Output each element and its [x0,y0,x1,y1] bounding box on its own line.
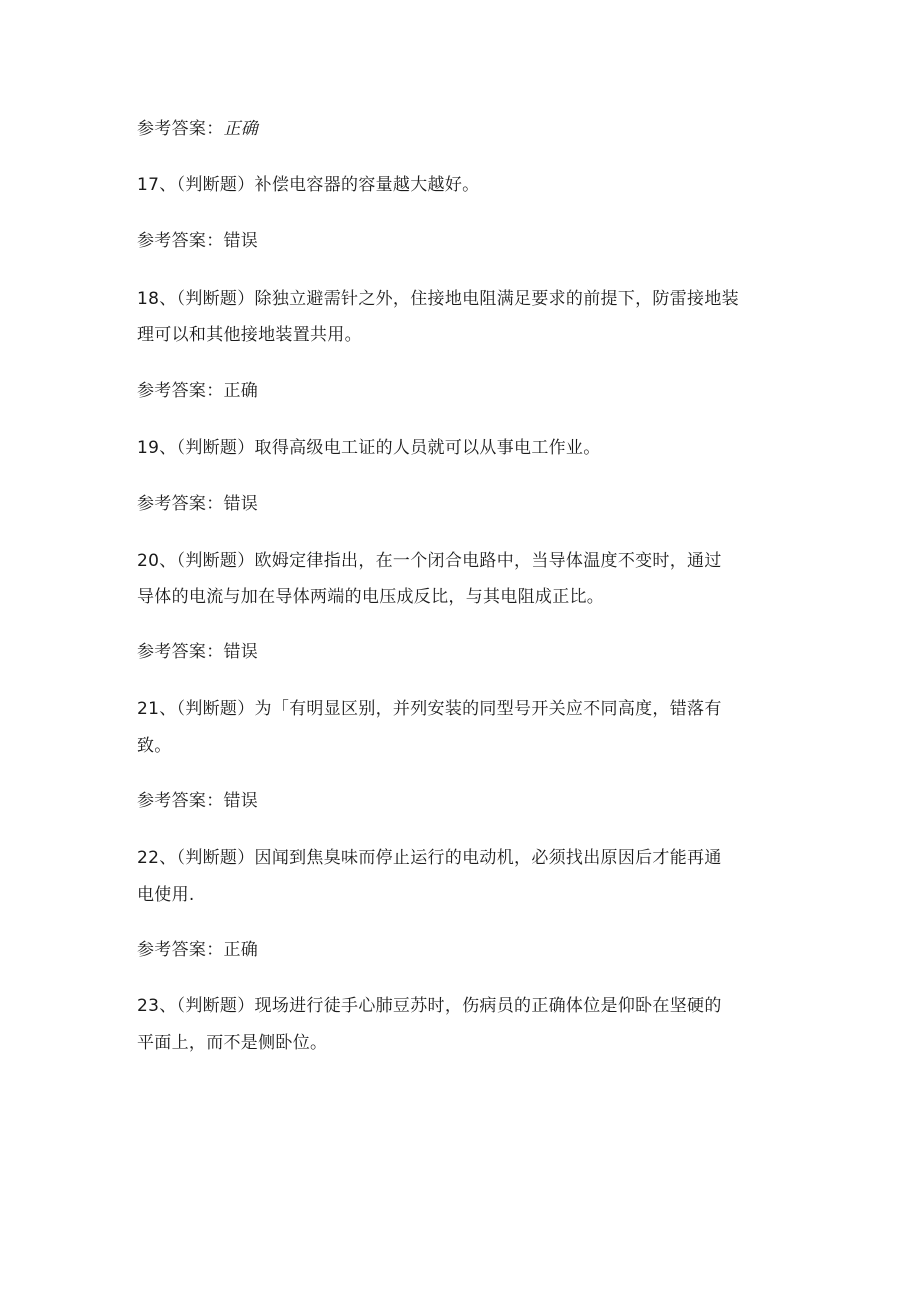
answer-line [137,372,797,410]
question-22-line1: 22、（判断题）因闻到焦臭味而停止运行的电动机，必须找出原因后才能再通 [137,848,722,868]
answer-line [137,485,797,523]
question-21-line1: 21、（判断题）为「有明显区别，并列安装的同型号开关应不同高度，错落有 [137,699,722,719]
answer-value: 错误 [223,791,259,811]
question-22-line2: 电使用. [137,885,195,905]
answer-line [137,931,797,969]
answer-label: 参考答案： [137,119,224,139]
answer-value: 正确 [223,381,259,401]
answer-label: 参考答案： [137,381,224,401]
answer-label: 参考答案： [137,791,224,811]
question-20-line2: 导体的电流与加在导体两端的电压成反比，与其电阻成正比。 [137,587,605,607]
answer-label: 参考答案： [137,642,224,662]
question-23-line1: 23、（判断题）现场进行徒手心肺豆苏时，伤病员的正确体位是仰卧在坚硬的 [137,996,722,1016]
question-19: 19、（判断题）取得高级电工证的人员就可以从事电工作业。 [137,438,601,458]
answer-value: 错误 [223,231,259,251]
question-23-line2: 平面上，而不是侧卧位。 [137,1033,328,1053]
question-17: 17、（判断题）补偿电容器的容量越大越好。 [137,175,480,195]
answer-value: 错误 [223,494,259,514]
answer-label: 参考答案： [137,940,224,960]
answer-line [137,782,797,820]
question-20-line1: 20、（判断题）欧姆定律指出，在一个闭合电路中，当导体温度不变时，通过 [137,551,722,571]
answer-label: 参考答案： [137,494,224,514]
answer-value: 正确 [223,940,259,960]
answer-value: 错误 [223,642,259,662]
answer-line [137,633,797,671]
question-18-line1: 18、（判断题）除独立避需针之外，住接地电阻满足要求的前提下，防雷接地装 [137,289,739,309]
answer-label: 参考答案： [137,231,224,251]
question-21-line2: 致。 [137,736,172,756]
answer-value: 正确 [223,119,259,139]
answer-line [137,110,797,148]
answer-line [137,222,797,260]
question-18-line2: 理可以和其他接地装置共用。 [137,325,362,345]
